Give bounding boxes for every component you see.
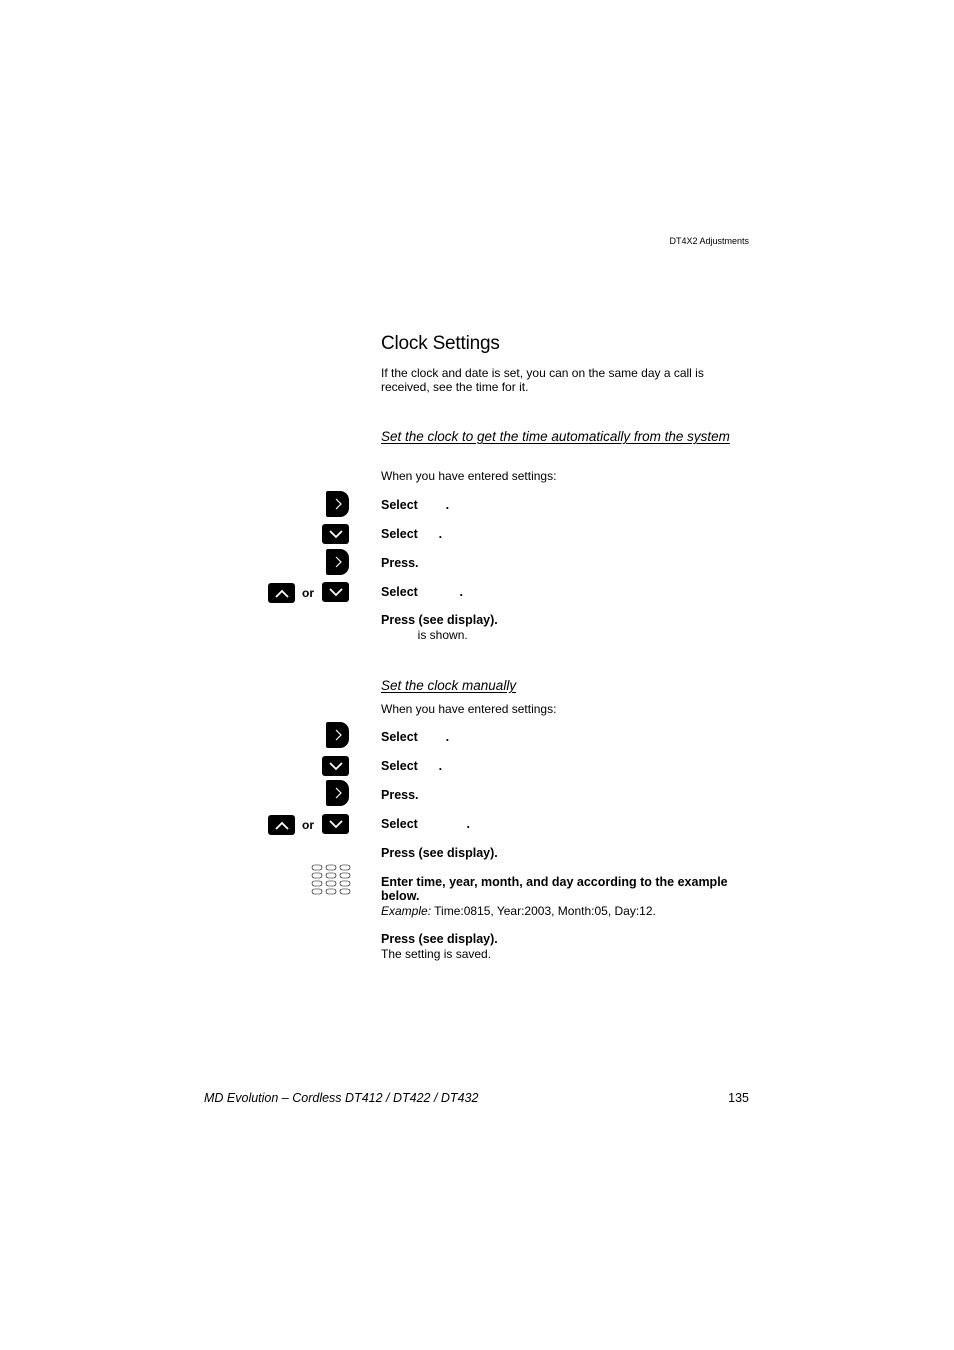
navigation-down-icon xyxy=(322,756,349,776)
manual-saved-text: The setting is saved. xyxy=(381,947,492,961)
auto-press-display: Press (see display). xyxy=(381,613,498,627)
auto-intro-note: When you have entered settings: xyxy=(381,469,557,483)
running-header: DT4X2 Adjustments xyxy=(669,236,749,246)
footer-product: MD Evolution – Cordless DT412 / DT422 / DT432 xyxy=(204,1091,479,1105)
keypad-icon xyxy=(311,864,351,898)
navigation-up-icon xyxy=(268,583,295,603)
auto-result-text: is shown. xyxy=(381,628,468,642)
example-value: Time:0815, Year:2003, Month:05, Day:12. xyxy=(431,904,656,918)
navigation-down-icon xyxy=(322,582,349,602)
manual-press-display-2: Press (see display). xyxy=(381,932,498,946)
or-label: or xyxy=(302,586,314,600)
auto-step-3: Press. xyxy=(381,556,419,570)
intro-paragraph: If the clock and date is set, you can on the same day a call is received, see the time for it. xyxy=(381,366,704,394)
or-label: or xyxy=(302,818,314,832)
page-number: 135 xyxy=(728,1091,749,1105)
manual-step-1: Select . xyxy=(381,730,450,744)
navigation-down-icon xyxy=(322,814,349,834)
auto-step-1: Select . xyxy=(381,498,450,512)
softkey-right-icon xyxy=(326,780,349,806)
manual-enter-instruction: Enter time, year, month, and day according to the example below. xyxy=(381,875,728,903)
navigation-down-icon xyxy=(322,524,349,544)
auto-step-2: Select . xyxy=(381,527,443,541)
auto-section-heading: Set the clock to get the time automatically from the system xyxy=(381,429,730,444)
auto-step-4: Select . xyxy=(381,585,463,599)
navigation-up-icon xyxy=(268,815,295,835)
manual-intro-note: When you have entered settings: xyxy=(381,702,557,716)
manual-step-4: Select . xyxy=(381,817,470,831)
page-title: Clock Settings xyxy=(381,333,500,354)
manual-example xyxy=(381,904,656,918)
softkey-right-icon xyxy=(326,549,349,575)
manual-section-heading: Set the clock manually xyxy=(381,678,517,693)
manual-press-display: Press (see display). xyxy=(381,846,498,860)
softkey-right-icon xyxy=(326,722,349,748)
example-label: Example: xyxy=(381,904,432,918)
softkey-right-icon xyxy=(326,491,349,517)
manual-step-3: Press. xyxy=(381,788,419,802)
manual-step-2: Select . xyxy=(381,759,443,773)
